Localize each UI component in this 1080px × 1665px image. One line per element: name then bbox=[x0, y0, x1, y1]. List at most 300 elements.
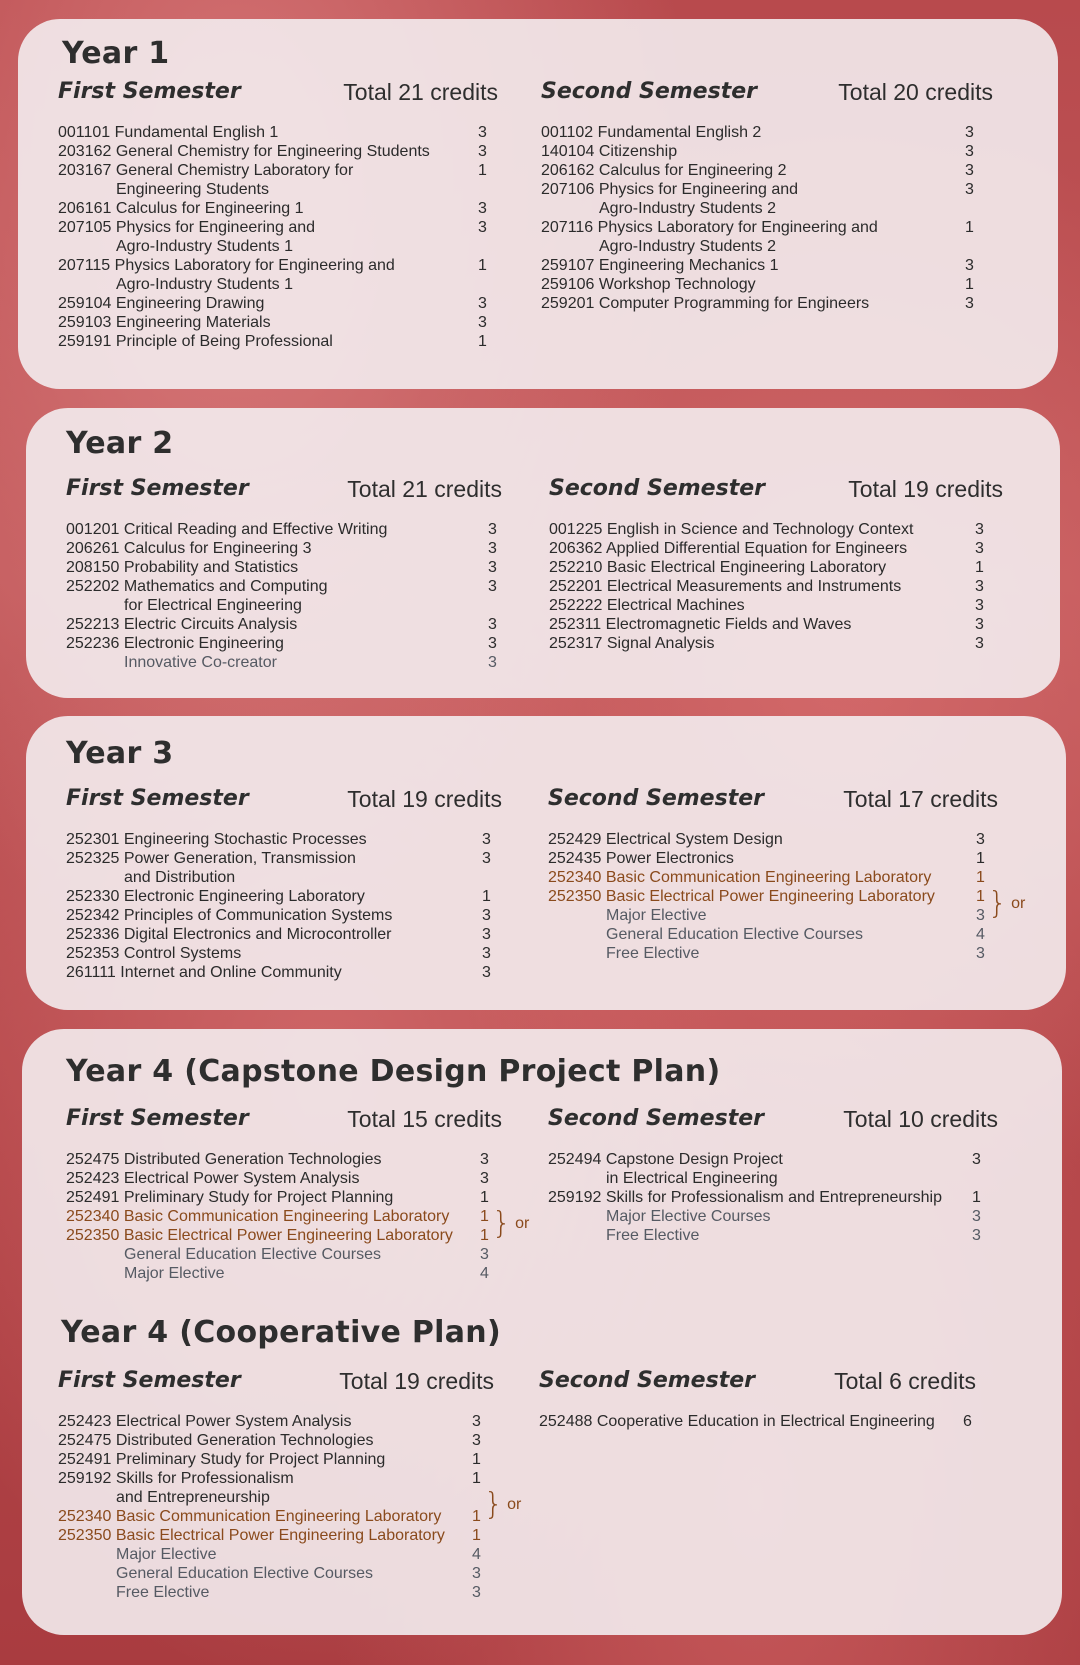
course-name: Electromagnetic Fields and Waves bbox=[605, 616, 852, 633]
course-row bbox=[548, 1150, 998, 1188]
year-4-capstone-title: Year 4 (Capstone Design Project Plan) bbox=[66, 1054, 721, 1089]
course-name: Basic Communication Engineering Laboratory bbox=[115, 1508, 442, 1525]
course-name: Engineering Drawing bbox=[115, 295, 265, 312]
course-name: Distributed Generation Technologies bbox=[123, 1151, 382, 1168]
course-name: General Chemistry Laboratory for bbox=[115, 162, 354, 179]
course-credits: 3 bbox=[482, 964, 491, 981]
course-credits: 1 bbox=[975, 559, 984, 576]
course-row bbox=[66, 1150, 502, 1169]
alternative-course-row bbox=[66, 1226, 502, 1245]
course-code: 001102 bbox=[541, 124, 594, 141]
course-credits: 3 bbox=[976, 831, 985, 848]
alternative-course-row bbox=[66, 1207, 502, 1226]
course-name: Power Generation, Transmission bbox=[123, 850, 356, 867]
course-name: General Education Elective Courses bbox=[124, 1246, 382, 1263]
elective-row bbox=[58, 1583, 494, 1602]
course-name-continued: and Distribution bbox=[124, 869, 236, 886]
course-code: 259104 bbox=[58, 295, 112, 312]
course-code: 252350 bbox=[58, 1527, 112, 1544]
course-code: 001225 bbox=[549, 521, 603, 538]
course-list bbox=[66, 830, 502, 982]
course-name-continued: Agro-Industry Students 2 bbox=[599, 200, 776, 217]
course-name-continued: Agro-Industry Students 2 bbox=[599, 238, 776, 255]
course-credits: 3 bbox=[488, 521, 497, 538]
semester-header bbox=[539, 1368, 976, 1398]
semester-total-credits: Total 17 credits bbox=[843, 786, 998, 812]
course-row bbox=[541, 294, 993, 313]
alternative-course-row bbox=[548, 887, 998, 906]
course-name: Skills for Professionalism bbox=[115, 1470, 294, 1487]
course-credits: 3 bbox=[488, 654, 497, 671]
or-bracket bbox=[484, 1487, 522, 1522]
semester-name: Second Semester bbox=[548, 1106, 764, 1131]
course-credits: 3 bbox=[478, 314, 487, 331]
course-credits: 3 bbox=[965, 257, 974, 274]
course-code: 259107 bbox=[541, 257, 595, 274]
course-row bbox=[541, 180, 993, 218]
course-code: 252475 bbox=[66, 1151, 120, 1168]
course-credits: 3 bbox=[965, 124, 974, 141]
course-name: Free Elective bbox=[606, 1227, 700, 1244]
course-row bbox=[66, 634, 502, 653]
course-credits: 1 bbox=[972, 1189, 981, 1206]
course-credits: 3 bbox=[488, 616, 497, 633]
course-row bbox=[58, 1412, 494, 1431]
course-credits: 3 bbox=[478, 124, 487, 141]
course-credits: 1 bbox=[480, 1227, 489, 1244]
course-code: 206261 bbox=[66, 540, 120, 557]
course-code: 252317 bbox=[549, 635, 603, 652]
course-name: Probability and Statistics bbox=[123, 559, 299, 576]
semester-total-credits: Total 15 credits bbox=[347, 1106, 502, 1132]
course-credits: 3 bbox=[972, 1208, 981, 1225]
alternative-course-row bbox=[548, 868, 998, 887]
course-credits: 3 bbox=[975, 616, 984, 633]
course-credits: 3 bbox=[472, 1413, 481, 1430]
course-name: Electronic Engineering bbox=[123, 635, 284, 652]
course-name: Electrical System Design bbox=[605, 831, 783, 848]
year-3-title: Year 3 bbox=[66, 736, 174, 771]
brace-icon: } bbox=[484, 1487, 504, 1522]
alternative-course-row bbox=[58, 1507, 494, 1526]
course-name: General Education Elective Courses bbox=[606, 926, 864, 943]
course-name: Calculus for Engineering 2 bbox=[598, 162, 787, 179]
course-name: Basic Electrical Power Engineering Laboratory bbox=[123, 1227, 453, 1244]
elective-row bbox=[548, 906, 998, 925]
semester-name: First Semester bbox=[66, 1106, 249, 1131]
course-list bbox=[66, 1150, 502, 1283]
course-credits: 3 bbox=[965, 181, 974, 198]
course-name: Cooperative Education in Electrical Engineering bbox=[596, 1413, 935, 1430]
course-row bbox=[548, 849, 998, 868]
course-name: Digital Electronics and Microcontroller bbox=[123, 926, 392, 943]
course-credits: 4 bbox=[976, 926, 985, 943]
course-credits: 3 bbox=[480, 1170, 489, 1187]
year-2-title: Year 2 bbox=[66, 426, 174, 461]
course-credits: 3 bbox=[488, 540, 497, 557]
course-row bbox=[58, 313, 498, 332]
course-row bbox=[66, 615, 502, 634]
course-code: 206362 bbox=[549, 540, 603, 557]
course-credits: 1 bbox=[965, 276, 974, 293]
course-credits: 1 bbox=[480, 1189, 489, 1206]
course-name: Signal Analysis bbox=[606, 635, 715, 652]
course-credits: 1 bbox=[478, 333, 487, 350]
course-code: 252350 bbox=[548, 888, 602, 905]
course-row bbox=[66, 963, 502, 982]
course-row bbox=[58, 294, 498, 313]
course-name: General Education Elective Courses bbox=[116, 1565, 374, 1582]
semester-header bbox=[58, 79, 498, 109]
course-credits: 3 bbox=[478, 143, 487, 160]
course-name-continued: Engineering Students bbox=[116, 181, 269, 198]
course-code: 203167 bbox=[58, 162, 112, 179]
year-4-coop-title: Year 4 (Cooperative Plan) bbox=[61, 1315, 501, 1350]
course-list bbox=[541, 123, 993, 313]
course-name: Skills for Professionalism and Entrepreneurship bbox=[605, 1189, 942, 1206]
course-list bbox=[539, 1412, 976, 1431]
course-credits: 3 bbox=[975, 597, 984, 614]
course-credits: 3 bbox=[478, 219, 487, 236]
semester-total-credits: Total 10 credits bbox=[843, 1106, 998, 1132]
semester-name: Second Semester bbox=[548, 786, 764, 811]
course-name: Major Elective bbox=[116, 1546, 217, 1563]
course-name: Control Systems bbox=[123, 945, 242, 962]
or-label: or bbox=[1011, 894, 1026, 912]
course-code: 252336 bbox=[66, 926, 120, 943]
semester-name: Second Semester bbox=[549, 476, 765, 501]
semester-block bbox=[548, 786, 1026, 963]
course-name: Electronic Engineering Laboratory bbox=[123, 888, 365, 905]
course-code: 259192 bbox=[58, 1470, 112, 1487]
course-list bbox=[58, 1412, 494, 1602]
course-credits: 1 bbox=[472, 1470, 481, 1487]
course-name: Principle of Being Professional bbox=[115, 333, 333, 350]
course-code: 252494 bbox=[548, 1151, 602, 1168]
course-list bbox=[66, 520, 502, 672]
course-credits: 1 bbox=[965, 219, 974, 236]
course-name: Electrical Power System Analysis bbox=[115, 1413, 352, 1430]
course-name-continued: and Entrepreneurship bbox=[116, 1489, 270, 1506]
course-credits: 3 bbox=[472, 1432, 481, 1449]
course-name: Calculus for Engineering 1 bbox=[115, 200, 304, 217]
or-bracket bbox=[988, 885, 1026, 921]
course-name: Applied Differential Equation for Engineers bbox=[605, 540, 908, 557]
elective-row bbox=[548, 1207, 998, 1226]
course-code: 001201 bbox=[66, 521, 120, 538]
course-name: Citizenship bbox=[598, 143, 678, 160]
course-code: 252213 bbox=[66, 616, 120, 633]
course-row bbox=[549, 615, 1003, 634]
course-row bbox=[541, 256, 993, 275]
course-list bbox=[58, 123, 498, 351]
course-name: Free Elective bbox=[116, 1584, 210, 1601]
course-name: Electric Circuits Analysis bbox=[123, 616, 298, 633]
course-code: 259201 bbox=[541, 295, 595, 312]
semester-block bbox=[549, 476, 1003, 653]
alternative-course-row bbox=[58, 1526, 494, 1545]
course-row bbox=[66, 539, 502, 558]
semester-header bbox=[66, 786, 502, 816]
course-row bbox=[539, 1412, 976, 1431]
course-row bbox=[58, 218, 498, 256]
course-name: Fundamental English 1 bbox=[114, 124, 279, 141]
course-code: 252340 bbox=[548, 869, 602, 886]
course-list bbox=[548, 1150, 998, 1245]
course-row bbox=[541, 161, 993, 180]
course-name: Free Elective bbox=[606, 945, 700, 962]
course-row bbox=[549, 520, 1003, 539]
or-label: or bbox=[515, 1214, 530, 1232]
course-code: 252429 bbox=[548, 831, 602, 848]
year-1-title: Year 1 bbox=[62, 36, 170, 71]
course-row bbox=[58, 199, 498, 218]
semester-total-credits: Total 19 credits bbox=[848, 476, 1003, 502]
course-name: General Chemistry for Engineering Students bbox=[115, 143, 430, 160]
course-credits: 1 bbox=[478, 257, 487, 274]
course-code: 252210 bbox=[549, 559, 603, 576]
semester-total-credits: Total 20 credits bbox=[838, 79, 993, 105]
course-name: Workshop Technology bbox=[598, 276, 756, 293]
course-name: Basic Electrical Power Engineering Laboratory bbox=[115, 1527, 445, 1544]
course-credits: 3 bbox=[482, 907, 491, 924]
course-name: Principles of Communication Systems bbox=[123, 907, 393, 924]
course-list bbox=[548, 830, 998, 963]
course-row bbox=[548, 1188, 998, 1207]
course-row bbox=[66, 558, 502, 577]
course-credits: 3 bbox=[972, 1151, 981, 1168]
course-name-continued: Agro-Industry Students 1 bbox=[116, 238, 293, 255]
course-name: Internet and Online Community bbox=[120, 964, 342, 981]
course-name: Calculus for Engineering 3 bbox=[123, 540, 312, 557]
course-row bbox=[58, 1450, 494, 1469]
semester-name: Second Semester bbox=[539, 1368, 755, 1393]
semester-block bbox=[548, 1106, 998, 1245]
semester-block bbox=[66, 786, 502, 982]
elective-row bbox=[548, 944, 998, 963]
course-name: Major Elective Courses bbox=[606, 1208, 771, 1225]
course-name: Basic Electrical Power Engineering Laboratory bbox=[605, 888, 935, 905]
course-row bbox=[58, 123, 498, 142]
course-code: 206161 bbox=[58, 200, 112, 217]
or-bracket bbox=[492, 1205, 530, 1241]
semester-total-credits: Total 19 credits bbox=[339, 1368, 494, 1394]
course-name-continued: for Electrical Engineering bbox=[124, 597, 302, 614]
course-row bbox=[58, 1469, 494, 1507]
course-credits: 1 bbox=[472, 1508, 481, 1525]
course-name: Power Electronics bbox=[605, 850, 734, 867]
semester-block bbox=[58, 79, 498, 351]
course-name: Engineering Stochastic Processes bbox=[123, 831, 367, 848]
elective-row bbox=[548, 925, 998, 944]
course-row bbox=[66, 520, 502, 539]
course-code: 252330 bbox=[66, 888, 120, 905]
semester-block bbox=[541, 79, 993, 313]
course-credits: 3 bbox=[976, 945, 985, 962]
course-code: 252353 bbox=[66, 945, 120, 962]
elective-row bbox=[66, 653, 502, 672]
brace-icon: } bbox=[988, 885, 1008, 921]
elective-row bbox=[66, 1264, 502, 1283]
course-name: Mathematics and Computing bbox=[123, 578, 328, 595]
semester-total-credits: Total 21 credits bbox=[343, 79, 498, 105]
course-credits: 3 bbox=[488, 559, 497, 576]
course-code: 259191 bbox=[58, 333, 112, 350]
course-code: 261111 bbox=[66, 964, 116, 981]
course-code: 252301 bbox=[66, 831, 120, 848]
course-row bbox=[549, 558, 1003, 577]
course-name-continued: in Electrical Engineering bbox=[606, 1170, 778, 1187]
course-credits: 3 bbox=[965, 295, 974, 312]
semester-block bbox=[66, 476, 502, 672]
course-row bbox=[58, 161, 498, 199]
brace-icon: } bbox=[492, 1205, 512, 1241]
course-code: 207105 bbox=[58, 219, 112, 236]
course-credits: 3 bbox=[488, 635, 497, 652]
semester-total-credits: Total 19 credits bbox=[347, 786, 502, 812]
course-code: 252201 bbox=[549, 578, 603, 595]
course-code: 252423 bbox=[66, 1170, 120, 1187]
course-name: Innovative Co-creator bbox=[124, 654, 277, 671]
course-code: 252491 bbox=[66, 1189, 120, 1206]
course-code: 259106 bbox=[541, 276, 595, 293]
semester-name: First Semester bbox=[58, 79, 241, 104]
course-row bbox=[66, 830, 502, 849]
course-credits: 3 bbox=[975, 578, 984, 595]
course-row bbox=[66, 1188, 502, 1207]
course-code: 207106 bbox=[541, 181, 595, 198]
semester-block bbox=[539, 1368, 976, 1431]
course-code: 252491 bbox=[58, 1451, 112, 1468]
semester-header bbox=[549, 476, 1003, 506]
course-credits: 3 bbox=[482, 926, 491, 943]
course-credits: 3 bbox=[478, 295, 487, 312]
course-name: Basic Communication Engineering Laboratory bbox=[123, 1208, 450, 1225]
course-row bbox=[541, 218, 993, 256]
course-credits: 3 bbox=[472, 1584, 481, 1601]
course-code: 140104 bbox=[541, 143, 595, 160]
semester-name: First Semester bbox=[58, 1368, 241, 1393]
course-row bbox=[548, 830, 998, 849]
course-credits: 1 bbox=[976, 850, 985, 867]
course-name: Engineering Mechanics 1 bbox=[598, 257, 779, 274]
semester-block bbox=[66, 1106, 530, 1283]
course-row bbox=[541, 275, 993, 294]
course-row bbox=[66, 887, 502, 906]
course-row bbox=[58, 332, 498, 351]
course-credits: 3 bbox=[972, 1227, 981, 1244]
elective-row bbox=[58, 1564, 494, 1583]
course-list bbox=[549, 520, 1003, 653]
semester-name: Second Semester bbox=[541, 79, 757, 104]
course-name: Engineering Materials bbox=[115, 314, 271, 331]
course-name: Physics for Engineering and bbox=[115, 219, 316, 236]
course-row bbox=[66, 577, 502, 615]
course-credits: 3 bbox=[488, 578, 497, 595]
course-row bbox=[66, 849, 502, 887]
course-name: Preliminary Study for Project Planning bbox=[123, 1189, 394, 1206]
course-credits: 3 bbox=[975, 540, 984, 557]
course-credits: 3 bbox=[965, 143, 974, 160]
course-credits: 3 bbox=[472, 1565, 481, 1582]
course-code: 206162 bbox=[541, 162, 595, 179]
course-row bbox=[549, 596, 1003, 615]
course-row bbox=[66, 944, 502, 963]
course-name: Capstone Design Project bbox=[605, 1151, 783, 1168]
course-row bbox=[66, 1169, 502, 1188]
course-code: 252325 bbox=[66, 850, 120, 867]
semester-header bbox=[548, 1106, 998, 1136]
elective-row bbox=[66, 1245, 502, 1264]
or-label: or bbox=[507, 1496, 522, 1514]
semester-header bbox=[58, 1368, 494, 1398]
semester-header bbox=[541, 79, 993, 109]
course-code: 252350 bbox=[66, 1227, 120, 1244]
course-credits: 1 bbox=[976, 888, 985, 905]
course-credits: 1 bbox=[482, 888, 491, 905]
course-name: Electrical Machines bbox=[606, 597, 745, 614]
semester-name: First Semester bbox=[66, 786, 249, 811]
elective-row bbox=[58, 1545, 494, 1564]
course-code: 252222 bbox=[549, 597, 603, 614]
course-row bbox=[549, 539, 1003, 558]
semester-name: First Semester bbox=[66, 476, 249, 501]
course-name: Critical Reading and Effective Writing bbox=[123, 521, 388, 538]
course-code: 252488 bbox=[539, 1413, 593, 1430]
course-name: Distributed Generation Technologies bbox=[115, 1432, 374, 1449]
course-row bbox=[549, 577, 1003, 596]
course-credits: 3 bbox=[976, 907, 985, 924]
course-credits: 3 bbox=[478, 200, 487, 217]
course-code: 252340 bbox=[58, 1508, 112, 1525]
course-code: 252475 bbox=[58, 1432, 112, 1449]
course-code: 252340 bbox=[66, 1208, 120, 1225]
course-credits: 4 bbox=[472, 1546, 481, 1563]
course-credits: 3 bbox=[480, 1151, 489, 1168]
course-credits: 1 bbox=[472, 1451, 481, 1468]
course-credits: 6 bbox=[963, 1413, 972, 1430]
course-name: Basic Electrical Engineering Laboratory bbox=[606, 559, 887, 576]
semester-header bbox=[66, 476, 502, 506]
course-code: 208150 bbox=[66, 559, 120, 576]
elective-row bbox=[548, 1226, 998, 1245]
course-code: 001101 bbox=[58, 124, 111, 141]
course-credits: 3 bbox=[482, 831, 491, 848]
course-row bbox=[66, 925, 502, 944]
course-row bbox=[66, 906, 502, 925]
course-code: 252435 bbox=[548, 850, 602, 867]
course-row bbox=[58, 142, 498, 161]
course-code: 203162 bbox=[58, 143, 112, 160]
course-row bbox=[58, 256, 498, 294]
course-row bbox=[541, 123, 993, 142]
course-credits: 1 bbox=[976, 869, 985, 886]
course-code: 259192 bbox=[548, 1189, 602, 1206]
course-name: Basic Communication Engineering Laboratory bbox=[605, 869, 932, 886]
semester-header bbox=[66, 1106, 502, 1136]
course-code: 252311 bbox=[549, 616, 602, 633]
course-name: Major Elective bbox=[124, 1265, 225, 1282]
semester-header bbox=[548, 786, 998, 816]
course-credits: 3 bbox=[975, 635, 984, 652]
course-credits: 3 bbox=[480, 1246, 489, 1263]
course-code: 252236 bbox=[66, 635, 120, 652]
course-credits: 3 bbox=[965, 162, 974, 179]
course-row bbox=[549, 634, 1003, 653]
course-name: English in Science and Technology Context bbox=[606, 521, 914, 538]
course-name: Physics for Engineering and bbox=[598, 181, 799, 198]
course-code: 252342 bbox=[66, 907, 120, 924]
